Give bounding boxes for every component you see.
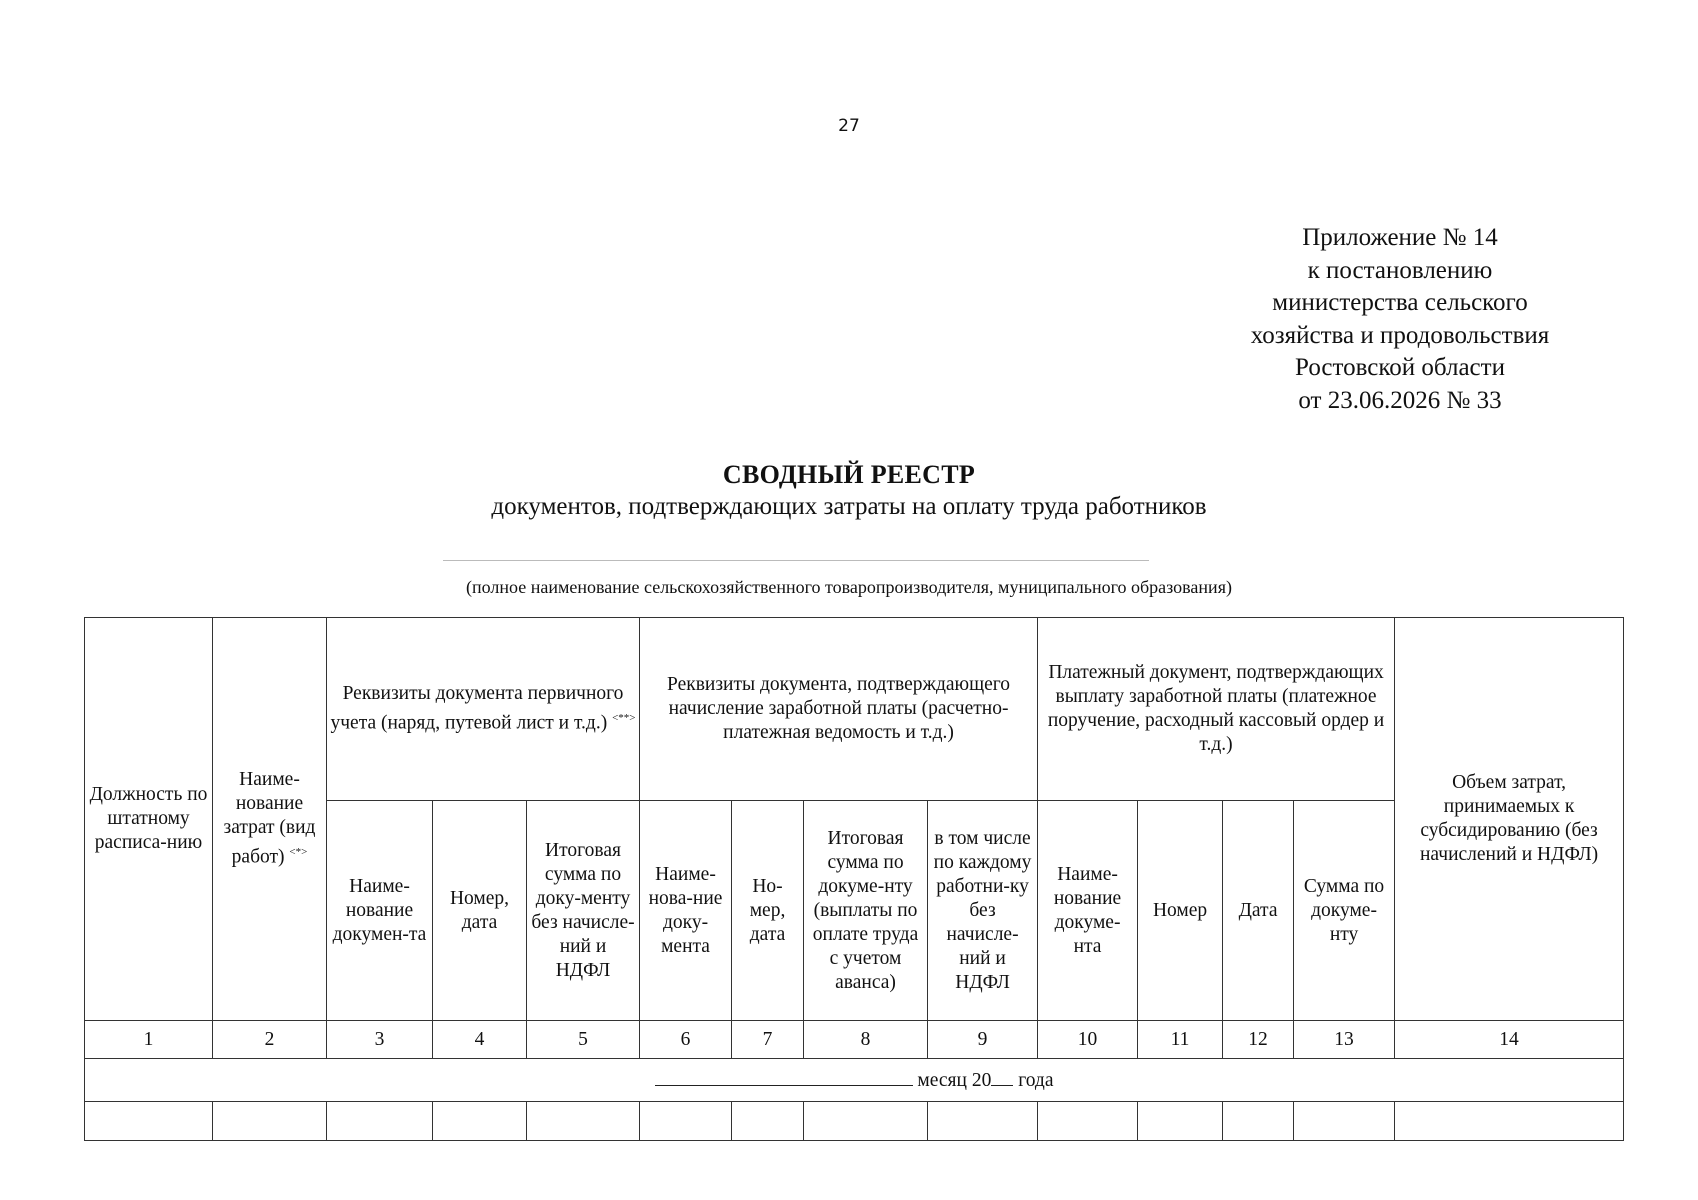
appendix-block <box>1200 222 1600 417</box>
header-cost-name-text: Наиме-нование затрат (вид работ) <box>223 769 316 868</box>
footnote-mark: <*> <box>289 846 308 859</box>
subheader-cell: Наиме-нование докуме-нта <box>1038 801 1138 1021</box>
table-cell <box>433 1102 527 1141</box>
table-cell <box>1038 1102 1138 1141</box>
document-title: СВОДНЫЙ РЕЕСТР <box>722 460 976 489</box>
organization-caption: (полное наименование сельскохозяйственного товаропроизводителя, муниципального образования) <box>466 577 1232 597</box>
register-table <box>84 617 1624 1141</box>
table-cell <box>85 1102 213 1141</box>
header-subsidy-volume: Объем затрат, принимаемых к субсидированию (без начислений и НДФЛ) <box>1395 618 1624 1021</box>
table-cell <box>640 1102 732 1141</box>
column-number: 9 <box>928 1021 1038 1059</box>
table-cell <box>1395 1102 1624 1141</box>
column-number: 8 <box>804 1021 928 1059</box>
subheader-cell: Наиме-нова-ние доку-мента <box>640 801 732 1021</box>
subheader-cell: Номер, дата <box>433 801 527 1021</box>
table-cell <box>527 1102 640 1141</box>
table-cell <box>213 1102 327 1141</box>
table-cell <box>1223 1102 1294 1141</box>
header-cost-name <box>213 618 327 1021</box>
appendix-line: министерства сельского <box>1272 289 1528 316</box>
header-payroll-doc: Реквизиты документа, подтверждающего начисление заработной платы (расчетно-платежная ведомость и т.д.) <box>640 618 1038 801</box>
header-position: Должность по штатному расписа-нию <box>85 618 213 1021</box>
appendix-line: к постановлению <box>1307 256 1493 284</box>
subheader-cell: в том числе по каждому работни-ку без начисле-ний и НДФЛ <box>928 801 1038 1021</box>
table-cell <box>928 1102 1038 1141</box>
year-text: года <box>1018 1070 1054 1091</box>
table-cell <box>327 1102 433 1141</box>
footnote-mark: <**> <box>612 712 636 725</box>
header-payment-doc: Платежный документ, подтверждающих выплату заработной платы (платежное поручение, расходный кассовый ордер и т.д.) <box>1038 618 1395 801</box>
subheader-cell: Дата <box>1223 801 1294 1021</box>
page-number: 27 <box>838 116 860 136</box>
column-number: 4 <box>433 1021 527 1059</box>
organization-name-line <box>443 560 1149 561</box>
column-number: 6 <box>640 1021 732 1059</box>
appendix-line: от 23.06.2026 № 33 <box>1298 386 1502 414</box>
column-number: 10 <box>1038 1021 1138 1059</box>
table-cell <box>1138 1102 1223 1141</box>
column-number: 5 <box>527 1021 640 1059</box>
document-subtitle: документов, подтверждающих затраты на оплату труда работников <box>491 493 1207 520</box>
month-text: месяц 20 <box>917 1070 992 1091</box>
column-number: 13 <box>1294 1021 1395 1059</box>
column-number: 1 <box>85 1021 213 1059</box>
column-number: 12 <box>1223 1021 1294 1059</box>
appendix-line: хозяйства и продовольствия <box>1250 321 1550 349</box>
column-number: 14 <box>1395 1021 1624 1059</box>
month-blank-line <box>655 1067 913 1086</box>
column-number: 2 <box>213 1021 327 1059</box>
appendix-line: Ростовской области <box>1295 354 1505 381</box>
header-primary-doc <box>327 618 640 801</box>
subheader-cell: Наиме-нование докумен-та <box>327 801 433 1021</box>
table-row <box>85 1102 1624 1141</box>
subheader-cell: Сумма по докуме-нту <box>1294 801 1395 1021</box>
month-row-cell <box>85 1059 1624 1102</box>
subheader-cell: Но-мер, дата <box>732 801 804 1021</box>
column-number: 11 <box>1138 1021 1223 1059</box>
table-cell <box>1294 1102 1395 1141</box>
column-number: 7 <box>732 1021 804 1059</box>
appendix-line: Приложение № 14 <box>1302 224 1498 251</box>
subheader-cell: Номер <box>1138 801 1223 1021</box>
header-primary-doc-text: Реквизиты документа первичного учета (наряд, путевой лист и т.д.) <box>330 683 624 734</box>
column-number: 3 <box>327 1021 433 1059</box>
table-cell <box>732 1102 804 1141</box>
subheader-cell: Итоговая сумма по докуме-нту (выплаты по оплате труда с учетом аванса) <box>804 801 928 1021</box>
subheader-cell: Итоговая сумма по доку-менту без начисле-ний и НДФЛ <box>527 801 640 1021</box>
year-blank-line <box>991 1067 1013 1086</box>
table-cell <box>804 1102 928 1141</box>
